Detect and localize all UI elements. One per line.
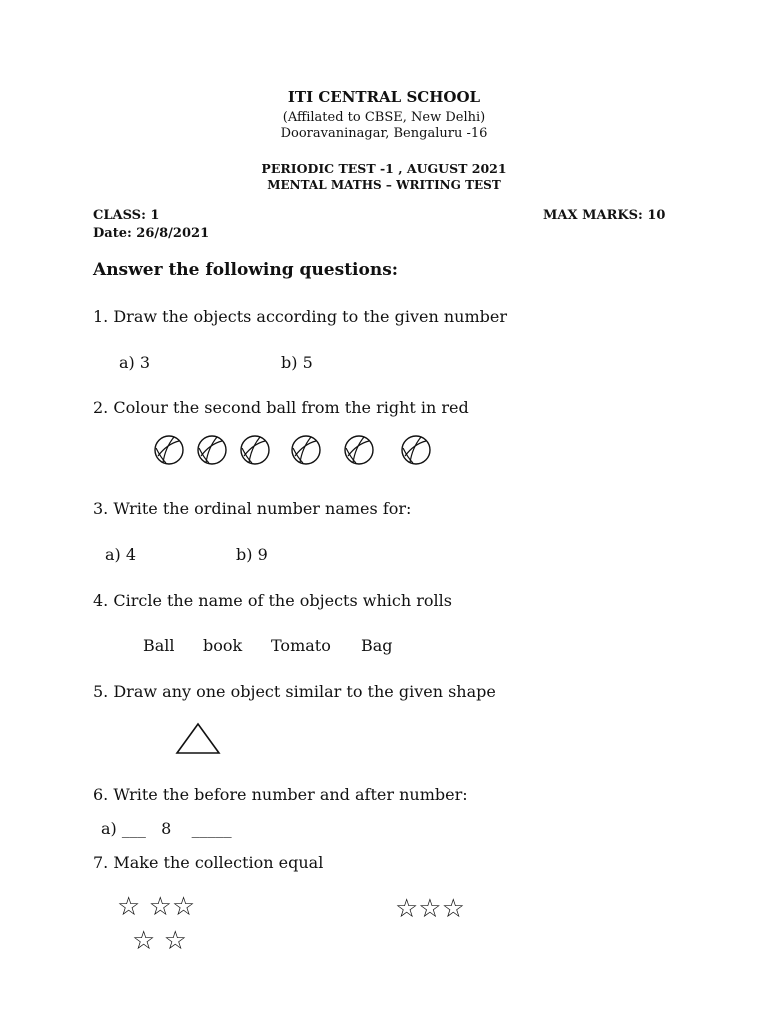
school-address: Dooravaninagar, Bengaluru -16 <box>280 126 488 141</box>
q3-option-a: a) 4 <box>105 545 137 564</box>
word-bag: Bag <box>361 636 393 655</box>
ball-icon <box>292 436 320 464</box>
ball-icon <box>345 436 373 464</box>
question-1: 1. Draw the objects according to the given number <box>93 307 507 326</box>
question-6: 6. Write the before number and after number: <box>93 785 468 804</box>
question-3: 3. Write the ordinal number names for: <box>93 499 412 518</box>
q1-option-a: a) 3 <box>119 353 151 372</box>
ball-row <box>154 433 444 471</box>
subject-title: MENTAL MATHS – WRITING TEST <box>267 178 501 192</box>
affiliation: (Affilated to CBSE, New Delhi) <box>282 110 486 125</box>
q1-option-b: b) 5 <box>281 353 313 372</box>
balls-svg <box>154 433 444 467</box>
date-label: Date: 26/8/2021 <box>93 226 210 241</box>
ball-icon <box>155 436 183 464</box>
ball-icon <box>241 436 269 464</box>
ball-icon <box>198 436 226 464</box>
q6-option-a: a) ___ 8 _____ <box>101 819 232 838</box>
instruction-heading: Answer the following questions: <box>93 260 399 280</box>
word-tomato: Tomato <box>271 636 331 655</box>
star-group-left-row2: ☆ ☆ <box>132 926 187 956</box>
word-book: book <box>203 636 243 655</box>
class-label: CLASS: 1 <box>93 208 160 223</box>
question-7: 7. Make the collection equal <box>93 853 324 872</box>
q3-option-b: b) 9 <box>236 545 268 564</box>
ball-icon <box>402 436 430 464</box>
star-group-left-row1: ☆ ☆☆ <box>117 892 196 922</box>
question-2: 2. Colour the second ball from the right in red <box>93 398 469 417</box>
star-group-right: ☆☆☆ <box>395 894 465 924</box>
triangle-icon <box>175 722 221 760</box>
question-4: 4. Circle the name of the objects which rolls <box>93 591 452 610</box>
test-title: PERIODIC TEST -1 , AUGUST 2021 <box>261 161 507 176</box>
question-5: 5. Draw any one object similar to the given shape <box>93 682 496 701</box>
word-ball: Ball <box>143 636 175 655</box>
max-marks-label: MAX MARKS: 10 <box>543 208 666 223</box>
school-name: ITI CENTRAL SCHOOL <box>287 88 481 106</box>
